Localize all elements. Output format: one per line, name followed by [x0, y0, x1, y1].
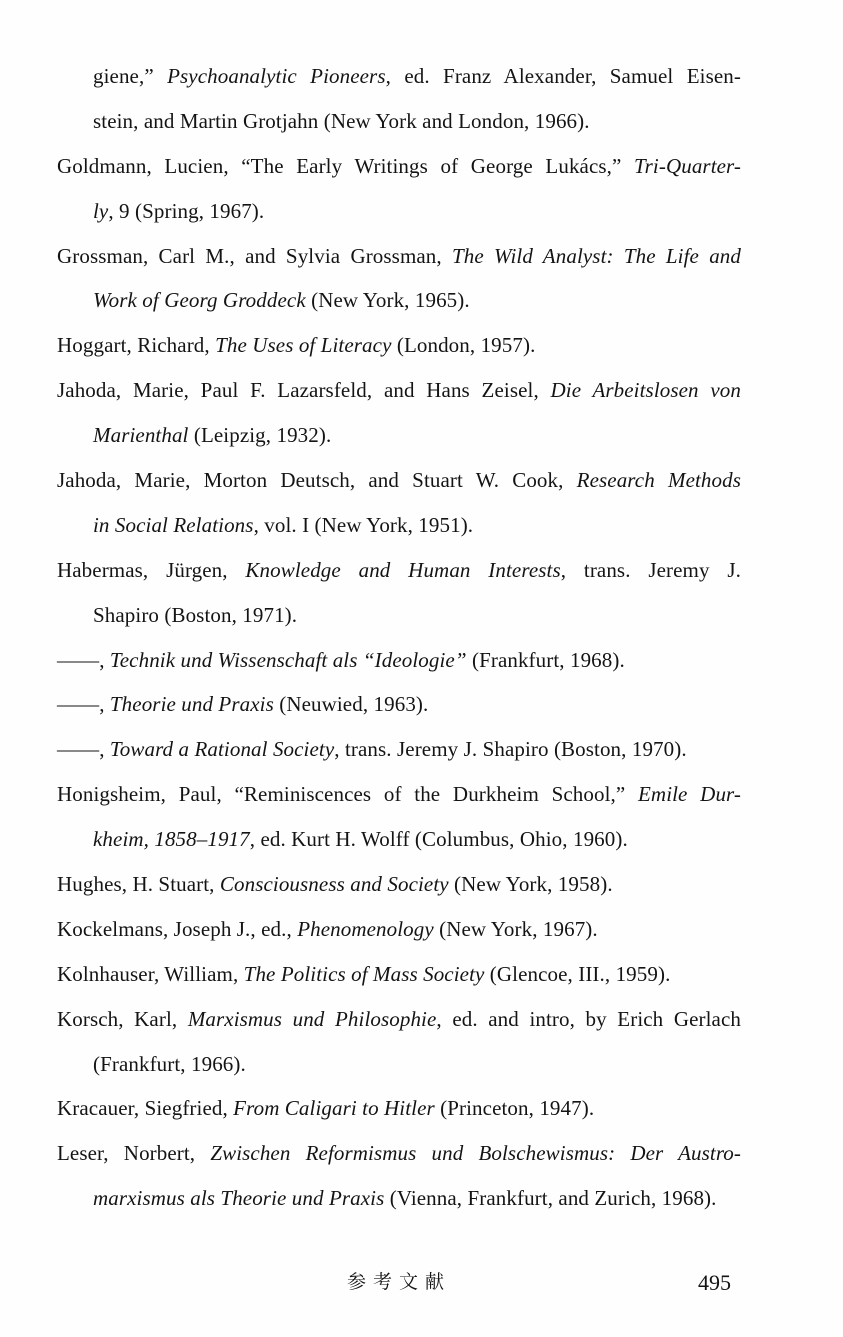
citation-text: Goldmann, Lucien, “The Early Writings of George Lukács,”: [57, 153, 635, 178]
citation-text: , 9 (Spring, 1967).: [108, 198, 265, 223]
bibliography-line: [57, 817, 741, 862]
citation-text: ——,: [57, 737, 110, 762]
citation-text: Hughes, H. Stuart,: [57, 872, 220, 897]
bibliography-line: [57, 99, 741, 144]
citation-title-text: marxismus als Theorie und Praxis: [93, 1186, 385, 1211]
bibliography-line: [57, 593, 741, 638]
citation-title-text: Research Methods: [576, 468, 741, 493]
bibliography-line: [57, 144, 741, 189]
bibliography-line: [57, 1176, 741, 1221]
bibliography-line: [57, 54, 741, 99]
citation-text: Jahoda, Marie, Paul F. Lazarsfeld, and Hans Zeisel,: [57, 378, 551, 403]
citation-title-text: The Wild Analyst: The Life and: [452, 243, 741, 268]
citation-text: (Frankfurt, 1968).: [466, 647, 625, 672]
citation-title-text: ly: [93, 198, 109, 223]
citation-text: ——,: [57, 692, 110, 717]
citation-text: , ed. and intro, by Erich Gerlach: [436, 1006, 741, 1031]
bibliography-line: [57, 862, 741, 907]
bibliography-line: [57, 548, 741, 593]
citation-text: (London, 1957).: [391, 333, 536, 358]
citation-text: Shapiro (Boston, 1971).: [93, 602, 298, 627]
citation-text: (Glencoe, III., 1959).: [484, 961, 671, 986]
bibliography-line: [57, 278, 741, 323]
citation-title-text: From Caligari to Hitler: [233, 1096, 435, 1121]
citation-text: (Frankfurt, 1966).: [93, 1051, 246, 1076]
citation-title-text: Consciousness and Society: [219, 872, 449, 897]
citation-title-text: Phenomenology: [297, 916, 434, 941]
citation-title-text: The Uses of Literacy: [215, 333, 392, 358]
citation-title-text: Marienthal: [93, 423, 189, 448]
bibliography-line: [57, 503, 741, 548]
bibliography-line: [57, 772, 741, 817]
citation-text: (New York, 1967).: [433, 916, 598, 941]
citation-title-text: Knowledge and Human Interests: [245, 557, 561, 582]
bibliography-line: [57, 997, 741, 1042]
bibliography-line: [57, 907, 741, 952]
bibliography-line: [57, 189, 741, 234]
citation-text: (New York, 1965).: [305, 288, 470, 313]
citation-text: (Neuwied, 1963).: [273, 692, 429, 717]
bibliography-line: [57, 1086, 741, 1131]
citation-text: (New York, 1958).: [448, 872, 613, 897]
citation-text: (Leipzig, 1932).: [188, 423, 332, 448]
citation-text: (Vienna, Frankfurt, and Zurich, 1968).: [384, 1186, 717, 1211]
citation-text: stein, and Martin Grotjahn (New York and London, 1966).: [93, 108, 590, 133]
citation-text: Kockelmans, Joseph J., ed.,: [57, 916, 298, 941]
page-footer: [57, 1268, 741, 1298]
bibliography-line: [57, 234, 741, 279]
footer-page-number: 495: [698, 1270, 731, 1295]
bibliography-line: [57, 682, 741, 727]
citation-text: Jahoda, Marie, Morton Deutsch, and Stuart W. Cook,: [57, 468, 577, 493]
citation-text: , vol. I (New York, 1951).: [253, 512, 474, 537]
citation-text: (Princeton, 1947).: [434, 1096, 595, 1121]
citation-text: Kolnhauser, William,: [57, 961, 244, 986]
citation-title-text: Theorie und Praxis: [109, 692, 274, 717]
citation-title-text: Toward a Rational Society: [109, 737, 335, 762]
citation-text: Habermas, Jürgen,: [57, 557, 246, 582]
citation-title-text: Zwischen Reformismus und Bolschewismus: Der Austro-: [210, 1141, 742, 1166]
bibliography-line: [57, 368, 741, 413]
bibliography-line: [57, 323, 741, 368]
citation-title-text: Marxismus und Philosophie: [187, 1006, 437, 1031]
citation-text: Kracauer, Siegfried,: [57, 1096, 234, 1121]
bibliography-line: [57, 413, 741, 458]
bibliography-line: [57, 638, 741, 683]
citation-text: Korsch, Karl,: [57, 1006, 188, 1031]
citation-title-text: Psychoanalytic Pioneers: [167, 64, 386, 88]
citation-title-text: Work of Georg Groddeck: [93, 288, 306, 313]
citation-text: , ed. Franz Alexander, Samuel Eisen-: [385, 64, 741, 88]
citation-title-text: kheim, 1858–1917: [93, 827, 250, 852]
bibliography-line: [57, 458, 741, 503]
citation-text: , trans. Jeremy J. Shapiro (Boston, 1970).: [334, 737, 687, 762]
bibliography: [57, 54, 741, 1221]
citation-text: giene,”: [93, 64, 168, 88]
citation-title-text: in Social Relations: [93, 512, 254, 537]
citation-title-text: Emile Dur-: [638, 782, 741, 807]
citation-text: Hoggart, Richard,: [57, 333, 216, 358]
citation-title-text: Technik und Wissenschaft als “Ideologie”: [109, 647, 467, 672]
bibliography-line: [57, 1042, 741, 1087]
citation-text: ——,: [57, 647, 110, 672]
bibliography-line: [57, 952, 741, 997]
citation-text: , ed. Kurt H. Wolff (Columbus, Ohio, 1960).: [249, 827, 628, 852]
citation-text: Leser, Norbert,: [57, 1141, 211, 1166]
bibliography-line: [57, 727, 741, 772]
citation-title-text: The Politics of Mass Society: [243, 961, 485, 986]
footer-section-title: 参考文献: [346, 1272, 451, 1293]
citation-text: , trans. Jeremy J.: [560, 557, 741, 582]
citation-text: Grossman, Carl M., and Sylvia Grossman,: [57, 243, 452, 268]
bibliography-line: [57, 1131, 741, 1176]
citation-text: Honigsheim, Paul, “Reminiscences of the Durkheim School,”: [57, 782, 638, 807]
citation-title-text: Tri-Quarter-: [634, 153, 741, 178]
citation-title-text: Die Arbeitslosen von: [550, 378, 741, 403]
